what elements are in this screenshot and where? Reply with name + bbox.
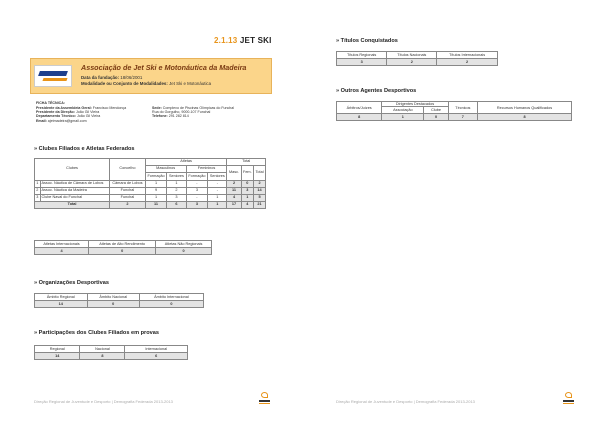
cell: 8 <box>80 353 125 360</box>
outros-heading: » Outros Agentes Desportivos <box>336 88 417 94</box>
participacoes-table <box>34 345 188 360</box>
titulos-heading: » Títulos Conquistados <box>336 38 398 44</box>
concelho: Câmara de Lobos <box>110 180 146 187</box>
col-total-short: Total <box>254 166 266 180</box>
cell: 8 <box>478 114 572 121</box>
table-row <box>35 194 266 201</box>
col-nacional: Nacional <box>80 346 125 353</box>
cell: 1 <box>382 114 424 121</box>
athletes-special-table <box>34 240 212 255</box>
tech-col-1 <box>36 106 154 124</box>
table-row <box>35 180 266 187</box>
cell: 2 <box>227 180 241 187</box>
cell: 9 <box>145 187 167 194</box>
col-femininos: Femininos <box>186 166 227 173</box>
club-name: Assoc. Náutica da Madeira <box>40 187 110 194</box>
col-alto-rendimento: Atletas de Alto Rendimento <box>89 241 156 248</box>
cell: - <box>208 187 227 194</box>
organizacoes-table <box>34 293 204 308</box>
cell: 0 <box>156 248 212 255</box>
cell: 2 <box>167 187 186 194</box>
footer-text: Direção Regional de Juventude e Desporto | Demografia Federada 2013-2013 <box>336 399 475 404</box>
cell: 3 <box>241 187 254 194</box>
total-label: Total <box>35 202 110 209</box>
cell: - <box>208 180 227 187</box>
col-atletas: Atletas <box>145 159 227 166</box>
cell: 3 <box>186 202 208 209</box>
cell: 4 <box>241 202 254 209</box>
club-name: Clube Naval do Funchal <box>40 194 110 201</box>
row-num: 1 <box>35 180 41 187</box>
col-fem: Fem. <box>241 166 254 180</box>
cell: 4 <box>227 194 241 201</box>
col-recursos-humanos: Recursos Humanos Qualificados <box>478 102 572 114</box>
cell: 2 <box>254 180 266 187</box>
right-page <box>300 0 600 424</box>
cell: 2 <box>387 59 437 66</box>
cell: 14 <box>35 353 80 360</box>
association-logo <box>34 65 72 87</box>
technical-sheet <box>36 101 276 123</box>
tech-line: Sede: Complexo de Piscinas Olímpicas do Funchal <box>152 105 235 110</box>
cell: 0 <box>139 301 203 308</box>
col-arbitros: Árbitros/Juízes <box>337 102 382 114</box>
club-name: Assoc. Náutica de Câmara de Lobos <box>40 180 110 187</box>
cell: 6 <box>167 202 186 209</box>
footer-text: Direção Regional de Juventude e Desporto | Demografia Federada 2013-2013 <box>34 399 173 404</box>
tech-col-2 <box>152 106 274 119</box>
cell: 14 <box>254 187 266 194</box>
cell: 4 <box>35 248 89 255</box>
total-row <box>35 202 266 209</box>
cell: 0 <box>87 301 139 308</box>
footer-logo-icon <box>562 391 576 405</box>
cell: 2 <box>110 202 146 209</box>
col-ambito-regional: Âmbito Regional <box>35 294 88 301</box>
col-clube: Clube <box>424 107 448 114</box>
col-associacao: Associação <box>382 107 424 114</box>
tech-line: Presidente da Assembleia Geral: Francisco Mendonça <box>36 105 127 110</box>
col-seniores-f: Seniores <box>208 173 227 180</box>
col-atletas-internacionais: Atletas Internacionais <box>35 241 89 248</box>
cell: 0 <box>89 248 156 255</box>
cell: 0 <box>241 180 254 187</box>
col-titulos-regionais: Títulos Regionais <box>337 52 387 59</box>
organizacoes-heading: » Organizações Desportivas <box>34 280 109 286</box>
cell: 14 <box>35 301 88 308</box>
cell: 21 <box>254 202 266 209</box>
col-regional: Regional <box>35 346 80 353</box>
col-titulos-nacionais: Títulos Nacionais <box>387 52 437 59</box>
cell: - <box>186 194 208 201</box>
col-ambito-nacional: Âmbito Nacional <box>87 294 139 301</box>
cell: 1 <box>145 194 167 201</box>
col-concelho: Concelho <box>110 159 146 181</box>
foundation-date: Data da fundação: 18/06/2001 <box>81 75 143 80</box>
col-total: Total <box>227 159 266 166</box>
row-num: 3 <box>35 194 41 201</box>
col-formacao-f: Formação <box>186 173 208 180</box>
col-nao-regionais: Atletas Não Regionais <box>156 241 212 248</box>
cell: 3 <box>337 59 387 66</box>
cell: 1 <box>241 194 254 201</box>
footer-logo-icon <box>258 391 272 405</box>
participacoes-heading: » Participações dos Clubes Filiados em provas <box>34 330 159 336</box>
col-titulos-internacionais: Títulos Internacionais <box>437 52 498 59</box>
cell: 1 <box>167 180 186 187</box>
cell: 3 <box>186 187 208 194</box>
outros-table <box>336 101 572 121</box>
tech-line: Departamento Técnico: João Gil Vieira <box>36 114 101 119</box>
tech-line: Email: ajetmadeira@gmail.com <box>36 118 87 123</box>
row-num: 2 <box>35 187 41 194</box>
cell: 2 <box>437 59 498 66</box>
cell: 11 <box>145 202 167 209</box>
cell: 5 <box>254 194 266 201</box>
col-formacao-m: Formação <box>145 173 167 180</box>
cell: 11 <box>227 187 241 194</box>
tech-line: Presidente da Direção: João Gil Vieira <box>36 109 100 114</box>
section-number: 2.1.13 <box>214 36 238 45</box>
cell: 8 <box>337 114 382 121</box>
titulos-table <box>336 51 498 66</box>
cell: 6 <box>125 353 188 360</box>
modalidade: Modalidade ou Conjunto de Modalidades: Jet Ski e Motonáutica <box>81 81 212 86</box>
cell: 17 <box>227 202 241 209</box>
cell: 3 <box>167 194 186 201</box>
clubs-table <box>34 158 266 209</box>
cell: 1 <box>208 202 227 209</box>
cell: - <box>186 180 208 187</box>
tech-heading: FICHA TÉCNICA: <box>36 101 66 105</box>
tech-line: Rua do Gorgulho, 9000-107 Funchal <box>152 109 211 114</box>
table-row <box>35 187 266 194</box>
cell: 7 <box>448 114 477 121</box>
concelho: Funchal <box>110 187 146 194</box>
col-seniores-m: Seniores <box>167 173 186 180</box>
tech-line: Telefone: 291 282 814 <box>152 114 189 119</box>
col-ambito-internacional: Âmbito Internacional <box>139 294 203 301</box>
section-title <box>214 36 272 45</box>
col-dirigentes: Dirigentes Destacados <box>382 102 448 107</box>
association-banner <box>30 58 272 94</box>
col-masculinos: Masculinos <box>145 166 186 173</box>
association-name: Associação de Jet Ski e Motonáutica da Madeira <box>81 63 247 72</box>
cell: 1 <box>208 194 227 201</box>
col-masc: Masc. <box>227 166 241 180</box>
col-clubes: Clubes <box>35 159 110 181</box>
col-tecnicos: Técnicos <box>448 102 477 114</box>
clubs-heading: » Clubes Filiados e Atletas Federados <box>34 146 135 152</box>
cell: 0 <box>424 114 448 121</box>
cell: 1 <box>145 180 167 187</box>
section-name: JET SKI <box>239 36 272 45</box>
concelho: Funchal <box>110 194 146 201</box>
col-internacional: Internacional <box>125 346 188 353</box>
